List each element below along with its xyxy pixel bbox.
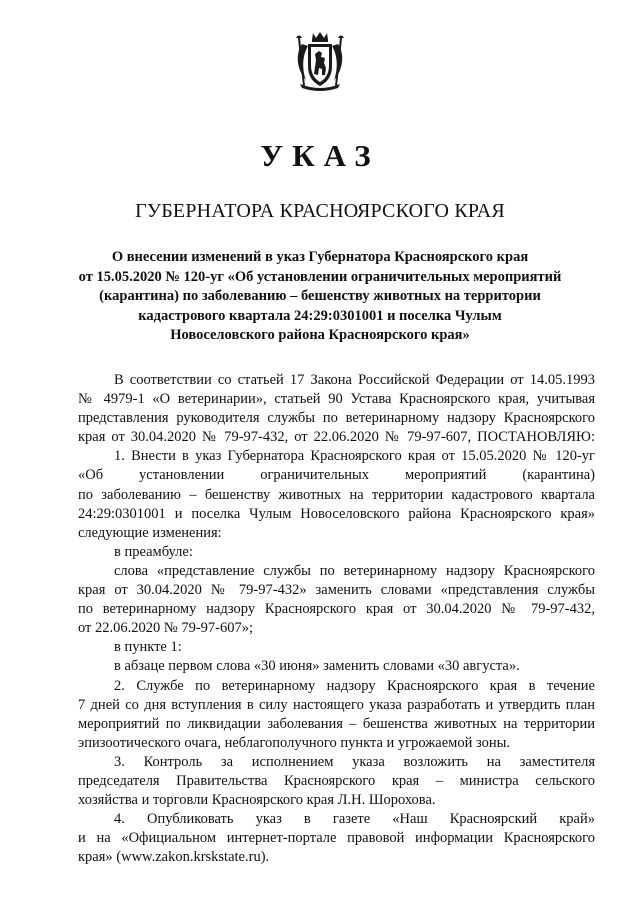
coat-of-arms-icon — [294, 30, 346, 92]
preamble-line: края от 30.04.2020 № 79-97-432, от 22.06.2020 № 79-97-607, ПОСТАНОВЛЯЮ: — [78, 429, 595, 446]
clause-2-line: мероприятий по ликвидации заболевания – бешенства животных на территории — [78, 715, 595, 732]
clause-1-line: по заболеванию – бешенству животных на территории кадастрового квартала — [78, 486, 595, 503]
clause-4-line: и на «Официальном интернет-портале правовой информации Красноярского — [78, 830, 595, 847]
clause-1-line: в пункте 1: — [114, 639, 182, 656]
decree-title-line: О внесении изменений в указ Губернатора Красноярского края — [111, 249, 529, 265]
decree-title-line: Новоселовского района Красноярского края» — [170, 327, 470, 343]
clause-1-line: 1. Внести в указ Губернатора Красноярского края от 15.05.2020 № 120-уг — [114, 448, 595, 465]
decree-title-line: от 15.05.2020 № 120-уг «Об установлении ограничительных мероприятий — [78, 268, 562, 285]
clause-2-line: эпизоотического очага, неблагополучного пункта и угрожаемой зоны. — [78, 734, 510, 751]
preamble-line: представления руководителя службы по ветеринарному надзору Красноярского — [78, 410, 595, 427]
preamble-line: В соответствии со статьей 17 Закона Российской Федерации от 14.05.1993 — [114, 372, 595, 388]
decree-title-line: (карантина) по заболеванию – бешенству животных на территории — [99, 288, 541, 304]
clause-1-line: слова «представление службы по ветеринарному надзору Красноярского — [114, 562, 595, 579]
decree-heading: УКАЗ — [260, 138, 380, 173]
clause-1-line: в абзаце первом слова «30 июня» заменить словами «30 августа». — [114, 658, 520, 675]
clause-3-line: 3. Контроль за исполнением указа возложить на заместителя — [114, 753, 595, 770]
clause-1-line: края от 30.04.2020 № 79-97-432» заменить словами «представления службы — [78, 582, 595, 599]
clause-1-line: в преамбуле: — [114, 543, 193, 560]
decree-title — [70, 248, 570, 346]
clause-3-line: председателя Правительства Красноярского края – министра сельского — [78, 772, 595, 789]
preamble-line: № 4979-1 «О ветеринарии», статьей 90 Устава Красноярского края, учитывая — [78, 391, 595, 408]
clause-4-line: края» (www.zakon.krskstate.ru). — [78, 849, 270, 866]
clause-1-line: следующие изменения: — [78, 524, 222, 541]
clause-1-line: «Об установлении ограничительных мероприятий (карантина) — [78, 467, 595, 484]
clause-3-line: хозяйства и торговли Красноярского края Л.Н. Шорохова. — [78, 792, 436, 809]
clause-2-line: 2. Службе по ветеринарному надзору Красноярского края в течение — [114, 677, 595, 694]
clause-2-line: 7 дней со дня вступления в силу настоящего указа разработать и утвердить план — [78, 696, 595, 713]
clause-1-line: 24:29:0301001 и поселка Чулым Новоселовского района Красноярского края» — [78, 505, 595, 522]
clause-1-line: по ветеринарному надзору Красноярского края от 30.04.2020 № 79-97-432, — [78, 601, 595, 618]
decree-body — [78, 371, 595, 867]
clause-1-line: от 22.06.2020 № 79-97-607»; — [78, 620, 254, 637]
clause-4-line: 4. Опубликовать указ в газете «Наш Красноярский край» — [114, 811, 595, 828]
decree-title-line: кадастрового квартала 24:29:0301001 и поселка Чулым — [138, 307, 502, 324]
issuer-heading: ГУБЕРНАТОРА КРАСНОЯРСКОГО КРАЯ — [135, 200, 505, 222]
